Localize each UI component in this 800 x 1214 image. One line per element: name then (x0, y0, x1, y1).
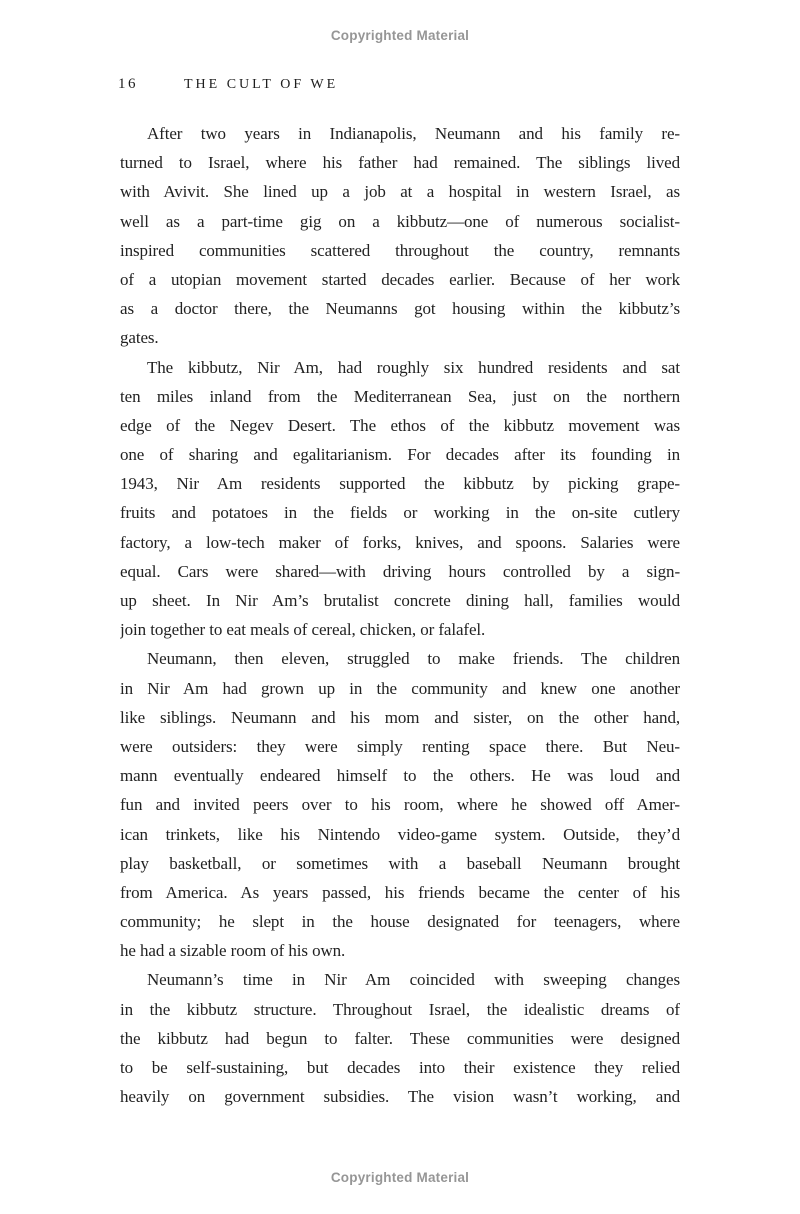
text-line: one of sharing and egalitarianism. For decades after its founding in (120, 445, 680, 465)
page-number: 16 (118, 76, 138, 92)
text-line: ican trinkets, like his Nintendo video-game system. Outside, they’d (120, 824, 680, 844)
text-line: After two years in Indianapolis, Neumann and his family re- (147, 124, 680, 143)
text-line: mann eventually endeared himself to the others. He was loud and (120, 766, 680, 786)
text-line: of a utopian movement started decades earlier. Because of her work (120, 269, 680, 289)
text-line: The kibbutz, Nir Am, had roughly six hundred residents and sat (147, 357, 680, 377)
text-line: the kibbutz had begun to falter. These communities were designed (120, 1028, 680, 1048)
copyright-notice-bottom: Copyrighted Material (330, 1170, 470, 1185)
running-header (118, 76, 680, 93)
text-line: fun and invited peers over to his room, where he showed off Amer- (120, 795, 680, 815)
text-line: fruits and potatoes in the fields or working in the on-site cutlery (120, 503, 680, 523)
text-line: equal. Cars were shared—with driving hours controlled by a sign- (120, 561, 680, 581)
text-line: inspired communities scattered throughout the country, remnants (120, 240, 680, 260)
text-line: were outsiders: they were simply renting space there. But Neu- (120, 736, 680, 756)
text-line: from America. As years passed, his friends became the center of his (120, 882, 680, 902)
text-line: Neumann’s time in Nir Am coincided with sweeping changes (147, 970, 680, 990)
text-line: gates. (120, 328, 159, 348)
text-line: to be self-sustaining, but decades into their existence they relied (120, 1058, 680, 1077)
page-body (120, 119, 680, 1111)
text-line: edge of the Negev Desert. The ethos of the kibbutz movement was (120, 415, 680, 435)
text-line: Neumann, then eleven, struggled to make friends. The children (147, 649, 680, 669)
running-title: THE CULT OF WE (184, 77, 339, 92)
text-line: join together to eat meals of cereal, chicken, or falafel. (120, 620, 486, 640)
text-line: as a doctor there, the Neumanns got housing within the kibbutz’s (120, 299, 680, 319)
text-line: 1943, Nir Am residents supported the kibbutz by picking grape- (120, 474, 680, 494)
text-line: with Avivit. She lined up a job at a hospital in western Israel, as (120, 182, 680, 202)
text-line: he had a sizable room of his own. (120, 941, 346, 961)
text-line: community; he slept in the house designated for teenagers, where (120, 912, 680, 932)
text-line: turned to Israel, where his father had remained. The siblings lived (120, 153, 680, 173)
text-line: factory, a low-tech maker of forks, knives, and spoons. Salaries were (120, 532, 680, 552)
text-line: in the kibbutz structure. Throughout Israel, the idealistic dreams of (120, 999, 680, 1019)
text-line: in Nir Am had grown up in the community and knew one another (120, 678, 680, 698)
text-line: play basketball, or sometimes with a baseball Neumann brought (120, 853, 680, 873)
copyright-notice-top: Copyrighted Material (330, 28, 470, 43)
text-line: up sheet. In Nir Am’s brutalist concrete dining hall, families would (120, 591, 680, 610)
text-line: heavily on government subsidies. The vision wasn’t working, and (120, 1087, 680, 1107)
text-line: ten miles inland from the Mediterranean Sea, just on the northern (120, 386, 680, 406)
text-line: well as a part-time gig on a kibbutz—one of numerous socialist- (120, 211, 680, 231)
text-line: like siblings. Neumann and his mom and sister, on the other hand, (120, 707, 680, 727)
